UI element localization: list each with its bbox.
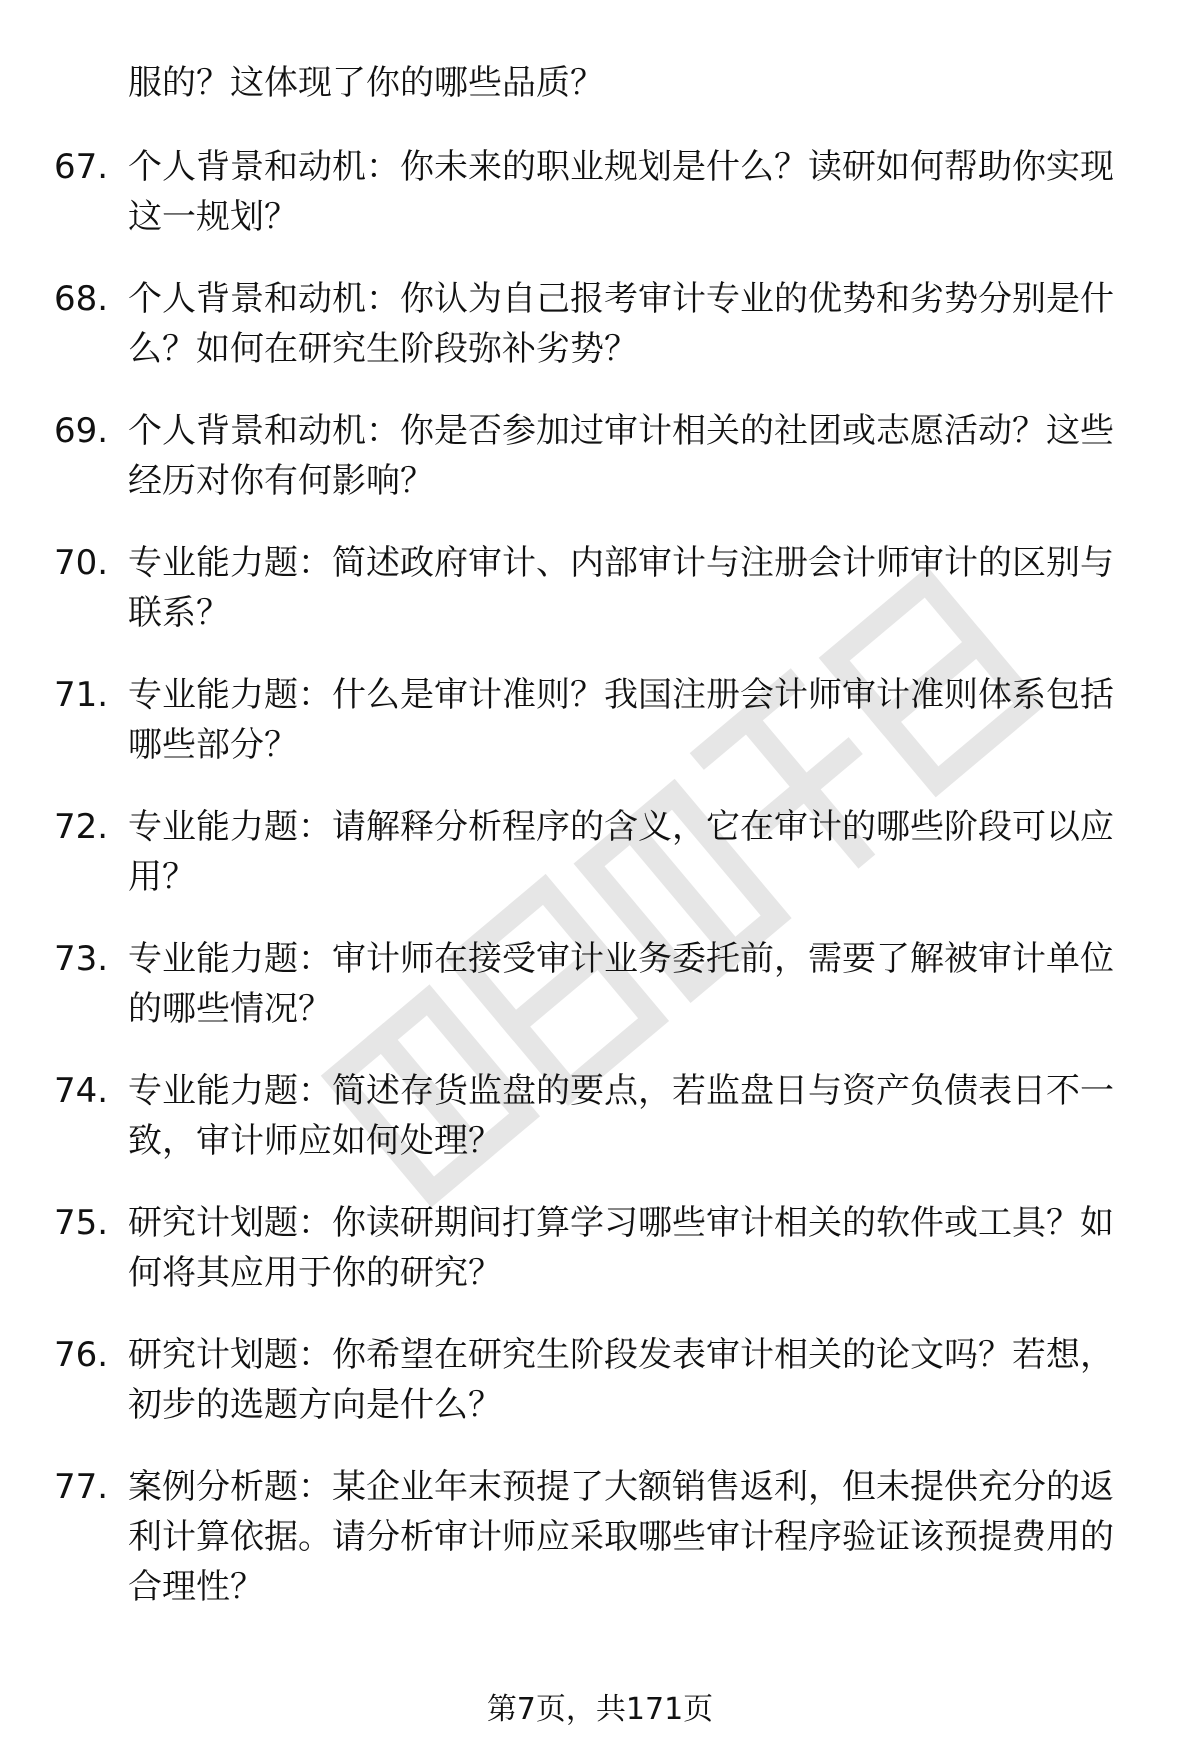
question-text: 个人背景和动机：你认为自己报考审计专业的优势和劣势分别是什么？如何在研究生阶段弥补劣势？	[128, 279, 1114, 369]
question-continuation: 服的？这体现了你的哪些品质？	[128, 63, 604, 103]
list-item	[0, 1330, 1200, 1462]
question-number: 73.	[54, 939, 109, 979]
question-number: 68.	[54, 279, 109, 319]
list-item	[0, 802, 1200, 934]
question-list	[0, 142, 1200, 1644]
list-item	[0, 670, 1200, 802]
list-item	[0, 142, 1200, 274]
question-number: 69.	[54, 411, 109, 451]
question-text: 研究计划题：你读研期间打算学习哪些审计相关的软件或工具？如何将其应用于你的研究？	[128, 1203, 1114, 1293]
question-text: 专业能力题：简述存货监盘的要点，若监盘日与资产负债表日不一致，审计师应如何处理？	[128, 1071, 1114, 1161]
list-item	[0, 934, 1200, 1066]
question-number: 70.	[54, 543, 109, 583]
question-number: 72.	[54, 807, 109, 847]
question-text: 专业能力题：什么是审计准则？我国注册会计师审计准则体系包括哪些部分？	[128, 675, 1114, 765]
question-number: 75.	[54, 1203, 109, 1243]
list-item	[0, 1066, 1200, 1198]
question-text: 个人背景和动机：你未来的职业规划是什么？读研如何帮助你实现这一规划？	[128, 147, 1114, 237]
question-text: 专业能力题：请解释分析程序的含义，它在审计的哪些阶段可以应用？	[128, 807, 1114, 897]
question-number: 74.	[54, 1071, 109, 1111]
question-number: 71.	[54, 675, 109, 715]
list-item	[0, 274, 1200, 406]
question-number: 77.	[54, 1467, 109, 1507]
question-text: 研究计划题：你希望在研究生阶段发表审计相关的论文吗？若想，初步的选题方向是什么？	[128, 1335, 1114, 1425]
question-text: 个人背景和动机：你是否参加过审计相关的社团或志愿活动？这些经历对你有何影响？	[128, 411, 1114, 501]
page-number-footer: 第7页，共171页	[486, 1692, 714, 1727]
list-item	[0, 1462, 1200, 1644]
list-item	[0, 538, 1200, 670]
question-number: 67.	[54, 147, 109, 187]
question-text: 案例分析题：某企业年末预提了大额销售返利，但未提供充分的返利计算依据。请分析审计师应采取哪些审计程序验证该预提费用的合理性？	[128, 1467, 1114, 1607]
question-text: 专业能力题：审计师在接受审计业务委托前，需要了解被审计单位的哪些情况？	[128, 939, 1114, 1029]
list-item	[0, 1198, 1200, 1330]
question-text: 专业能力题：简述政府审计、内部审计与注册会计师审计的区别与联系？	[128, 543, 1114, 633]
list-item	[0, 406, 1200, 538]
question-number: 76.	[54, 1335, 109, 1375]
